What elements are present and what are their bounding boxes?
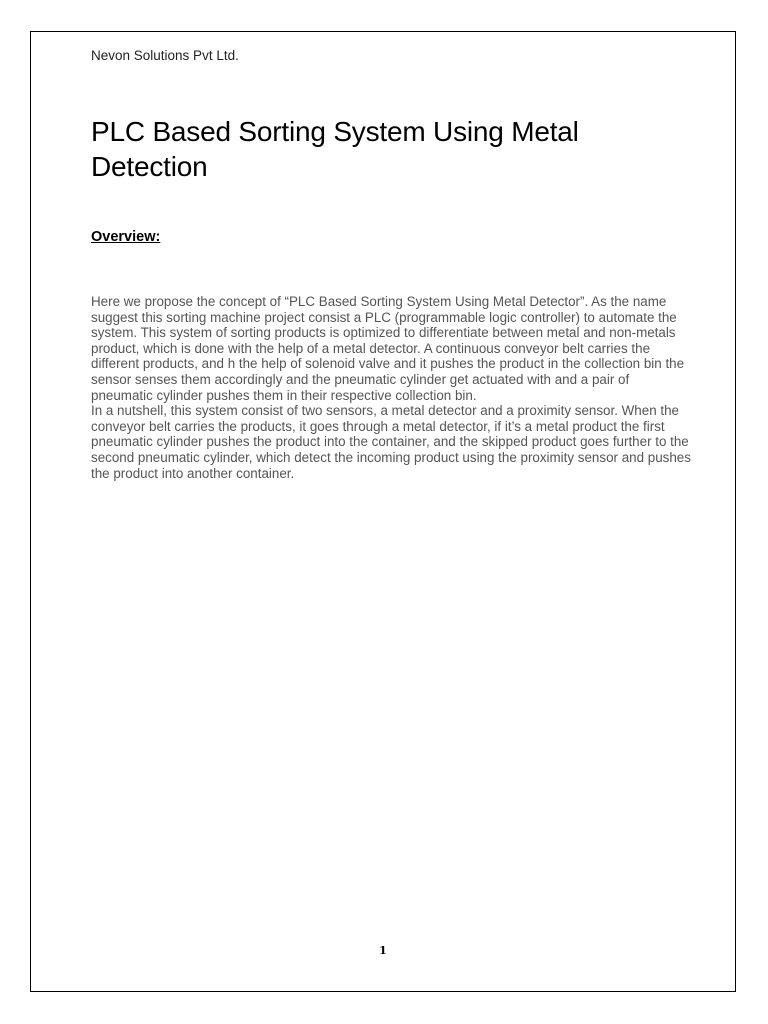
overview-heading: Overview: (91, 229, 161, 245)
document-title: PLC Based Sorting System Using Metal Detection (91, 116, 579, 182)
overview-body (91, 294, 691, 481)
page-number: 1 (379, 944, 387, 957)
paragraph-1: Here we propose the concept of “PLC Based Sorting System Using Metal Detector”. As the name suggest this sorting machine project consist a PLC (programmable logic controller) to automate the system. This system of sorting products is optimized to differentiate between metal and non-metals product, which is done with the help of a metal detector. A continuous conveyor belt carries the different products, and h the help of solenoid valve and it pushes the product in the collection bin the sensor senses them accordingly and the pneumatic cylinder get actuated with and a pair of pneumatic cylinder pushes them in their respective collection bin. (91, 294, 685, 403)
paragraph-2: In a nutshell, this system consist of two sensors, a metal detector and a proximity sensor. When the conveyor belt carries the products, it goes through a metal detector, if it’s a metal product the first pneumatic cylinder pushes the product into the container, and the skipped product goes further to the second pneumatic cylinder, which detect the incoming product using the proximity sensor and pushes the product into another container. (91, 403, 691, 481)
company-header: Nevon Solutions Pvt Ltd. (91, 48, 239, 63)
document-page (30, 31, 736, 992)
